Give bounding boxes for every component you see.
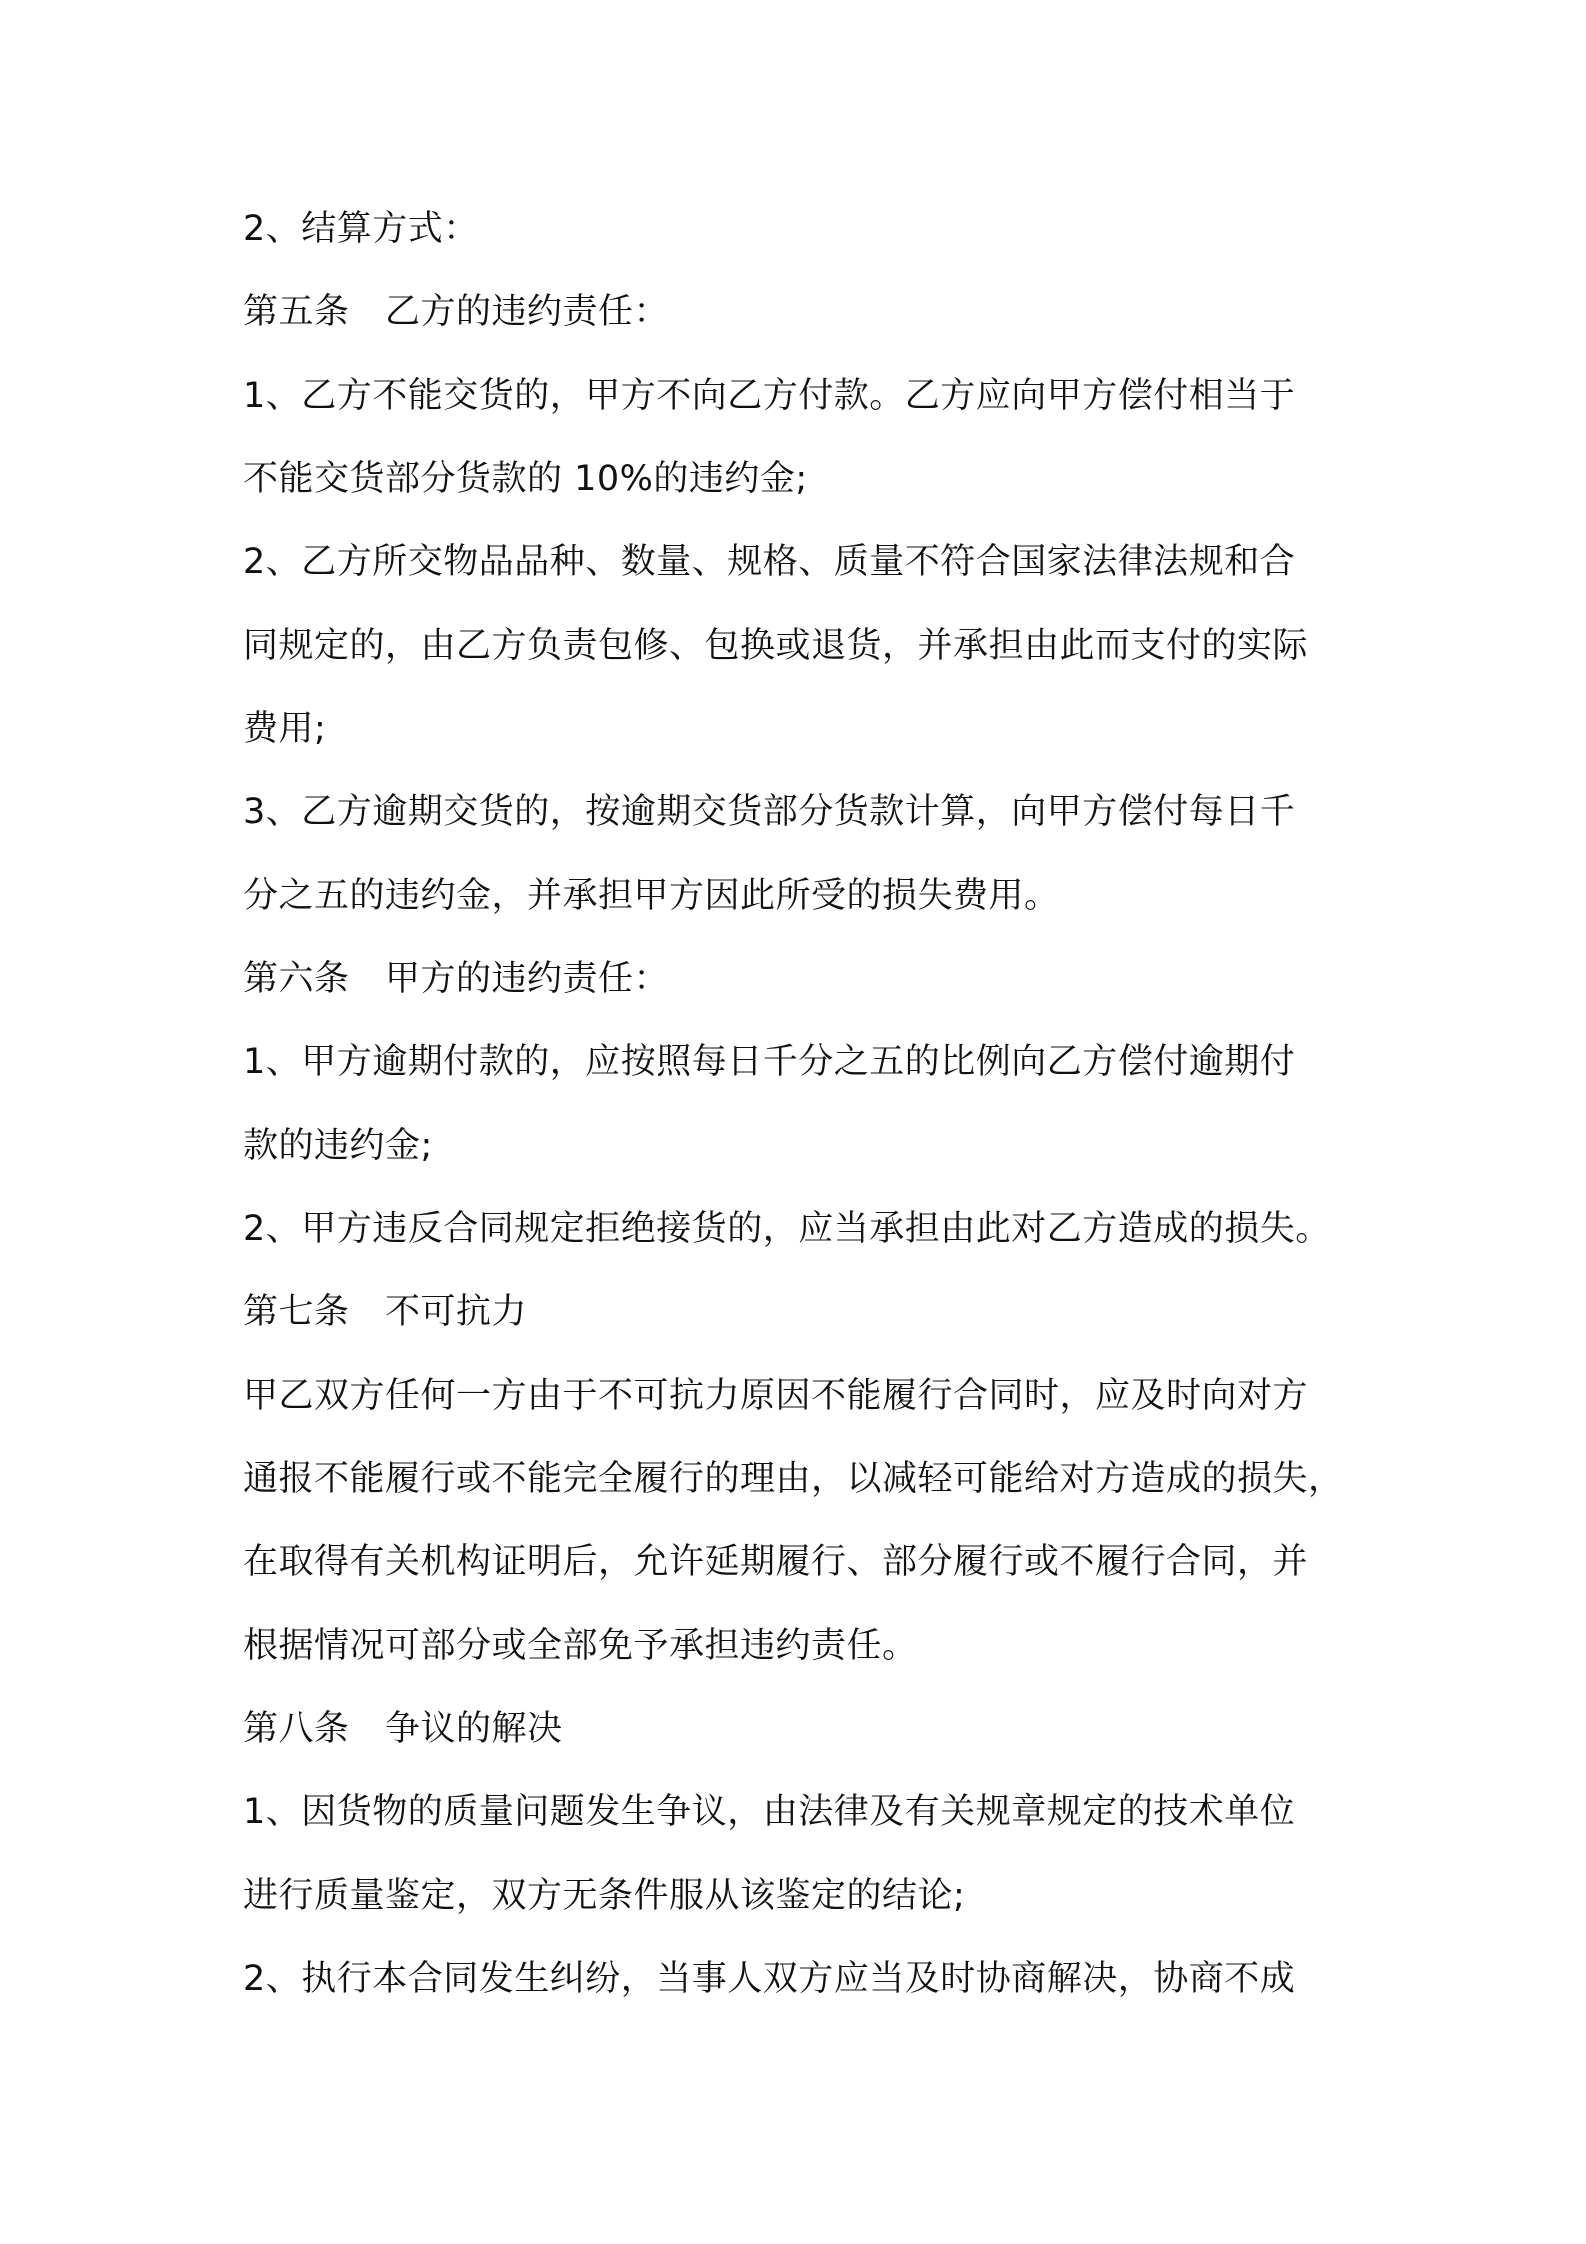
- text-line: 通报不能履行或不能完全履行的理由，以减轻可能给对方造成的损失，: [243, 1459, 1344, 1499]
- text-line: 第六条 甲方的违约责任：: [243, 959, 670, 999]
- text-line: 1、乙方不能交货的，甲方不向乙方付款。乙方应向甲方偿付相当于: [243, 376, 1296, 416]
- text-line: 进行质量鉴定，双方无条件服从该鉴定的结论;: [243, 1876, 966, 1916]
- text-line: 不能交货部分货款的 10%的违约金;: [243, 459, 808, 499]
- text-line: 在取得有关机构证明后，允许延期履行、部分履行或不履行合同，并: [243, 1542, 1309, 1582]
- text-line: 分之五的违约金，并承担甲方因此所受的损失费用。: [243, 876, 1060, 916]
- text-line: 根据情况可部分或全部免予承担违约责任。: [243, 1626, 918, 1666]
- text-line: 2、结算方式：: [243, 209, 479, 249]
- text-line: 款的违约金;: [243, 1126, 433, 1166]
- text-line: 3、乙方逾期交货的，按逾期交货部分货款计算，向甲方偿付每日千: [243, 792, 1296, 832]
- text-line: 第五条 乙方的违约责任：: [243, 292, 670, 332]
- text-line: 1、甲方逾期付款的，应按照每日千分之五的比例向乙方偿付逾期付: [243, 1042, 1296, 1082]
- text-line: 费用;: [243, 709, 327, 749]
- text-line: 1、因货物的质量问题发生争议，由法律及有关规章规定的技术单位: [243, 1792, 1296, 1832]
- text-line: 2、乙方所交物品品种、数量、规格、质量不符合国家法律法规和合: [243, 542, 1296, 582]
- text-line: 第八条 争议的解决: [243, 1709, 563, 1749]
- text-line: 2、甲方违反合同规定拒绝接货的，应当承担由此对乙方造成的损失。: [243, 1209, 1331, 1249]
- text-line: 同规定的，由乙方负责包修、包换或退货，并承担由此而支付的实际: [243, 626, 1309, 666]
- text-line: 2、执行本合同发生纠纷，当事人双方应当及时协商解决，协商不成: [243, 1959, 1296, 1999]
- text-line: 第七条 不可抗力: [243, 1292, 528, 1332]
- text-line: 甲乙双方任何一方由于不可抗力原因不能履行合同时，应及时向对方: [243, 1376, 1309, 1416]
